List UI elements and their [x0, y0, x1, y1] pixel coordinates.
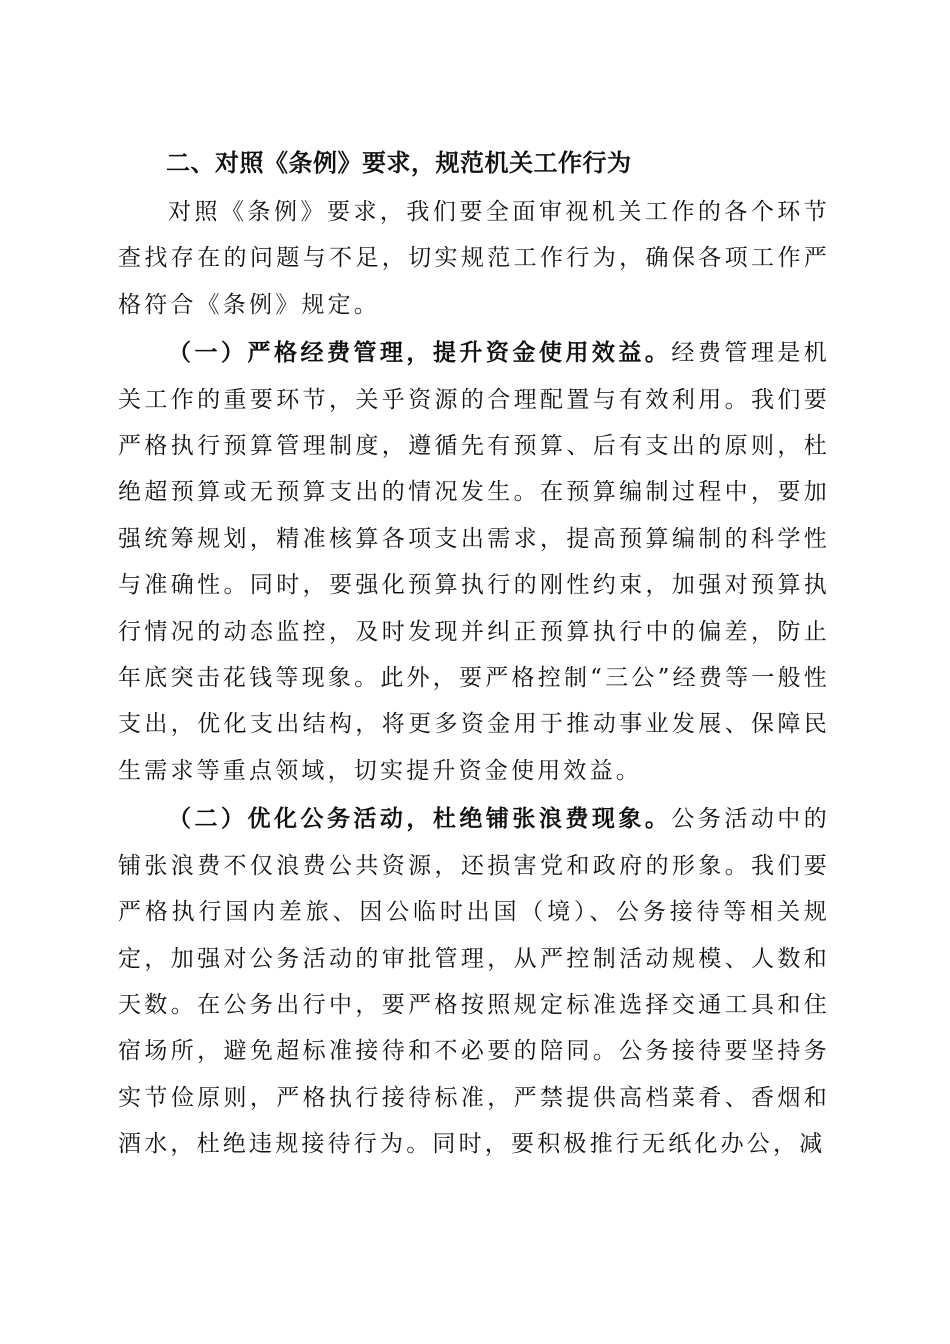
paragraph-official-activities [118, 796, 830, 1167]
section-heading: 二、对照《条例》要求，规范机关工作行为 [166, 149, 632, 177]
paragraph-funding-body: 经费管理是机关工作的重要环节，关乎资源的合理配置与有效利用。我们要严格执行预算管理制度，遵循先有预算、后有支出的原则，杜绝超预算或无预算支出的情况发生。在预算编制过程中，要加强统筹规划，精准核算各项支出需求，提高预算编制的科学性与准确性。同时，要强化预算执行的刚性约束，加强对预算执行情况的动态监控，及时发现并纠正预算执行中的偏差，防止年底突击花钱等现象。此外，要严格控制“三公”经费等一般性支出，优化支出结构，将更多资金用于推动事业发展、保障民生需求等重点领域，切实提升资金使用效益。 [118, 340, 830, 784]
paragraph-funding [118, 330, 830, 794]
document-page [118, 140, 830, 1168]
paragraph-official-activities-lead: （二）优化公务活动，杜绝铺张浪费现象。 [168, 806, 672, 833]
paragraph-official-activities-body: 公务活动中的铺张浪费不仅浪费公共资源，还损害党和政府的形象。我们要严格执行国内差旅、因公临时出国（境）、公务接待等相关规定，加强对公务活动的审批管理，从严控制活动规模、人数和天数。在公务出行中，要严格按照规定标准选择交通工具和住宿场所，避免超标准接待和不必要的陪同。公务接待要坚持务实节俭原则，严格执行接待标准，严禁提供高档菜肴、香烟和酒水，杜绝违规接待行为。同时，要积极推行无纸化办公，减 [118, 806, 830, 1158]
paragraph-intro-body: 对照《条例》要求，我们要全面审视机关工作的各个环节查找存在的问题与不足，切实规范工作行为，确保各项工作严格符合《条例》规定。 [118, 199, 830, 318]
paragraph-funding-lead: （一）严格经费管理，提升资金使用效益。 [168, 340, 672, 367]
paragraph-intro [118, 189, 830, 328]
